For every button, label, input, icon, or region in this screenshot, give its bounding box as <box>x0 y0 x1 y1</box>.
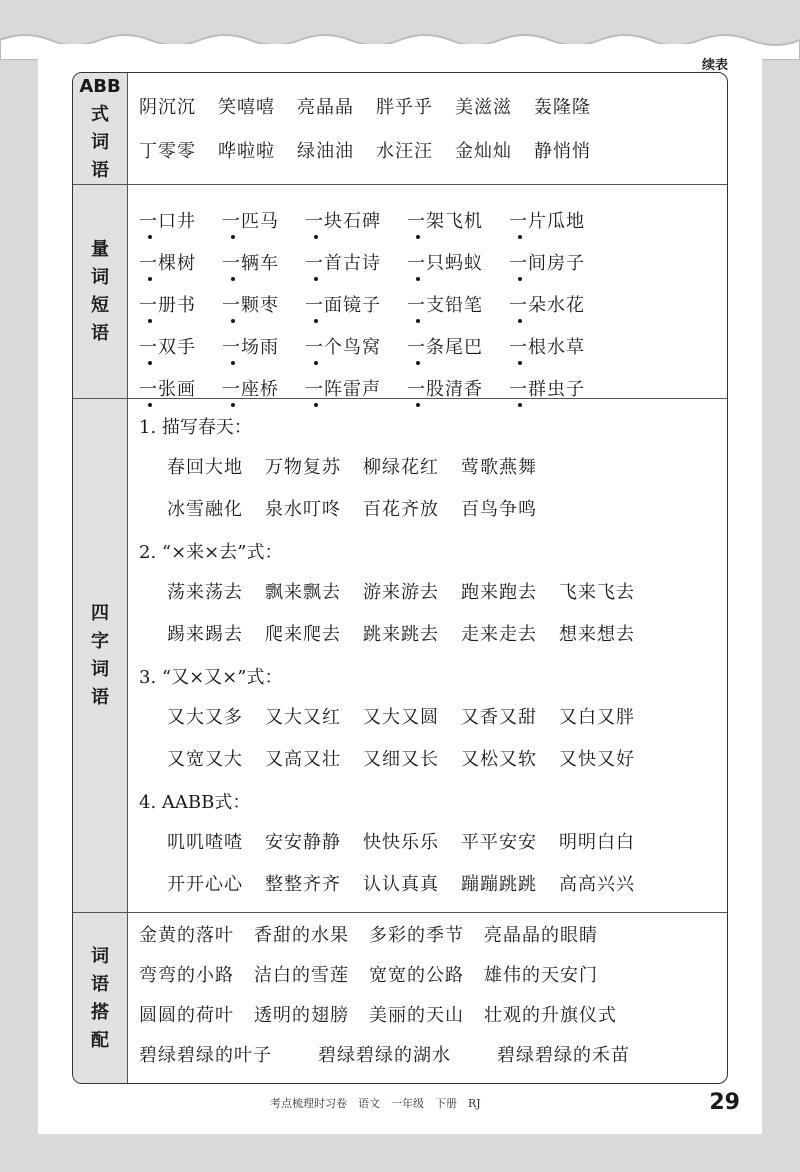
row-content-abb <box>127 73 727 184</box>
footer-text: 考点梳理时习卷 语文 一年级 下册 RJ <box>270 1097 481 1110</box>
row-label-measure: 量 词 短 语 <box>73 185 128 398</box>
word-item: 游来游去 <box>363 582 439 603</box>
row-label-four: 四 字 词 语 <box>73 399 128 912</box>
word-item: 荡来荡去 <box>167 582 243 603</box>
word-item: 快快乐乐 <box>363 832 439 853</box>
word-item: 安安静静 <box>265 832 341 853</box>
word-item: 飞来飞去 <box>559 582 635 603</box>
group-heading: 3. “又×又×”式： <box>139 667 283 688</box>
word-item: 泉水叮咚 <box>265 499 341 520</box>
word-item: 弯弯的小路 <box>139 965 234 986</box>
word-item: 雄伟的天安门 <box>484 965 598 986</box>
word-line <box>167 578 657 604</box>
word-item: 跳来跳去 <box>363 624 439 645</box>
word-item: 又大又圆 <box>363 707 439 728</box>
word-line <box>167 828 657 854</box>
group-heading: 4. AABB式： <box>139 792 251 813</box>
word-item: 一股清香 <box>407 375 483 401</box>
continued-note: 续表 <box>701 58 728 73</box>
word-item: 想来想去 <box>559 624 635 645</box>
row-four <box>73 399 727 913</box>
word-item: 透明的翅膀 <box>254 1005 349 1026</box>
word-item: 又大又多 <box>167 707 243 728</box>
word-line <box>167 453 559 479</box>
word-item: 一个鸟窝 <box>305 333 381 359</box>
row-content-four <box>127 399 727 912</box>
word-item: 金黄的落叶 <box>139 925 234 946</box>
word-item: 多彩的季节 <box>369 925 464 946</box>
word-item: 万物复苏 <box>265 457 341 478</box>
word-line <box>167 745 657 771</box>
word-item: 一首古诗 <box>305 249 381 275</box>
word-item: 一间房子 <box>509 249 585 275</box>
word-item: 宽宽的公路 <box>369 965 464 986</box>
word-line <box>139 291 611 317</box>
word-line <box>139 207 611 233</box>
word-item: 冰雪融化 <box>167 499 243 520</box>
word-item: 一棵树 <box>139 249 196 275</box>
word-item: 洁白的雪莲 <box>254 965 349 986</box>
word-line <box>167 495 559 521</box>
word-line <box>139 375 611 401</box>
word-item: 一群虫子 <box>509 375 585 401</box>
word-line <box>167 703 657 729</box>
word-item: 一场雨 <box>222 333 279 359</box>
word-item: 一朵水花 <box>509 291 585 317</box>
word-item: 一辆车 <box>222 249 279 275</box>
word-line <box>139 921 618 947</box>
word-item: 亮晶晶的眼睛 <box>484 925 598 946</box>
word-item: 水汪汪 <box>376 141 433 162</box>
word-item: 碧绿碧绿的湖水 <box>318 1045 451 1066</box>
word-line <box>167 620 657 646</box>
word-line <box>167 870 657 896</box>
row-label-collocation: 词 语 搭 配 <box>73 913 128 1084</box>
group-heading: 1. 描写春天： <box>139 417 252 438</box>
row-abb <box>73 73 727 185</box>
word-item: 飘来飘去 <box>265 582 341 603</box>
word-item: 一支铅笔 <box>407 291 483 317</box>
word-item: 静悄悄 <box>534 141 591 162</box>
word-item: 壮观的升旗仪式 <box>484 1005 617 1026</box>
word-item: 莺歌燕舞 <box>461 457 537 478</box>
row-content-collocation <box>127 913 727 1084</box>
word-line <box>139 137 613 163</box>
row-content-measure <box>127 185 727 398</box>
word-item: 一册书 <box>139 291 196 317</box>
word-item: 阴沉沉 <box>139 97 196 118</box>
word-item: 高高兴兴 <box>559 874 635 895</box>
word-item: 又白又胖 <box>559 707 635 728</box>
word-item: 圆圆的荷叶 <box>139 1005 234 1026</box>
word-item: 丁零零 <box>139 141 196 162</box>
word-item: 哗啦啦 <box>218 141 275 162</box>
word-line <box>139 1041 676 1067</box>
word-item: 碧绿碧绿的禾苗 <box>497 1045 630 1066</box>
word-item: 一架飞机 <box>407 207 483 233</box>
word-item: 踢来踢去 <box>167 624 243 645</box>
word-item: 一张画 <box>139 375 196 401</box>
word-line <box>139 961 618 987</box>
word-item: 美丽的天山 <box>369 1005 464 1026</box>
word-item: 蹦蹦跳跳 <box>461 874 537 895</box>
word-item: 一双手 <box>139 333 196 359</box>
word-line <box>139 1001 637 1027</box>
word-item: 百鸟争鸣 <box>461 499 537 520</box>
word-item: 一座桥 <box>222 375 279 401</box>
word-item: 笑嘻嘻 <box>218 97 275 118</box>
word-item: 爬来爬去 <box>265 624 341 645</box>
word-item: 百花齐放 <box>363 499 439 520</box>
word-item: 开开心心 <box>167 874 243 895</box>
word-line <box>139 333 611 359</box>
word-line <box>139 93 613 119</box>
word-item: 又大又红 <box>265 707 341 728</box>
word-item: 又高又壮 <box>265 749 341 770</box>
word-item: 一面镜子 <box>305 291 381 317</box>
word-item: 又松又软 <box>461 749 537 770</box>
word-item: 一条尾巴 <box>407 333 483 359</box>
word-line <box>139 249 611 275</box>
word-item: 又宽又大 <box>167 749 243 770</box>
word-item: 绿油油 <box>297 141 354 162</box>
word-item: 整整齐齐 <box>265 874 341 895</box>
word-item: 碧绿碧绿的叶子 <box>139 1045 272 1066</box>
word-item: 明明白白 <box>559 832 635 853</box>
word-item: 又香又甜 <box>461 707 537 728</box>
word-item: 认认真真 <box>363 874 439 895</box>
word-item: 一只蚂蚁 <box>407 249 483 275</box>
word-item: 柳绿花红 <box>363 457 439 478</box>
word-item: 一片瓜地 <box>509 207 585 233</box>
word-item: 一颗枣 <box>222 291 279 317</box>
vocabulary-table <box>72 72 728 1084</box>
word-item: 一阵雷声 <box>305 375 381 401</box>
word-item: 叽叽喳喳 <box>167 832 243 853</box>
word-item: 又快又好 <box>559 749 635 770</box>
group-heading: 2. “×来×去”式： <box>139 542 283 563</box>
page-number: 29 <box>709 1090 740 1115</box>
word-item: 金灿灿 <box>455 141 512 162</box>
word-item: 轰隆隆 <box>534 97 591 118</box>
word-item: 一口井 <box>139 207 196 233</box>
word-item: 平平安安 <box>461 832 537 853</box>
word-item: 一匹马 <box>222 207 279 233</box>
row-label-abb: ABB 式 词 语 <box>73 73 128 184</box>
row-measure <box>73 185 727 399</box>
word-item: 走来走去 <box>461 624 537 645</box>
word-item: 美滋滋 <box>455 97 512 118</box>
word-item: 香甜的水果 <box>254 925 349 946</box>
word-item: 一根水草 <box>509 333 585 359</box>
word-item: 亮晶晶 <box>297 97 354 118</box>
row-collocation <box>73 913 727 1084</box>
word-item: 春回大地 <box>167 457 243 478</box>
word-item: 跑来跑去 <box>461 582 537 603</box>
word-item: 又细又长 <box>363 749 439 770</box>
word-item: 胖乎乎 <box>376 97 433 118</box>
word-item: 一块石碑 <box>305 207 381 233</box>
